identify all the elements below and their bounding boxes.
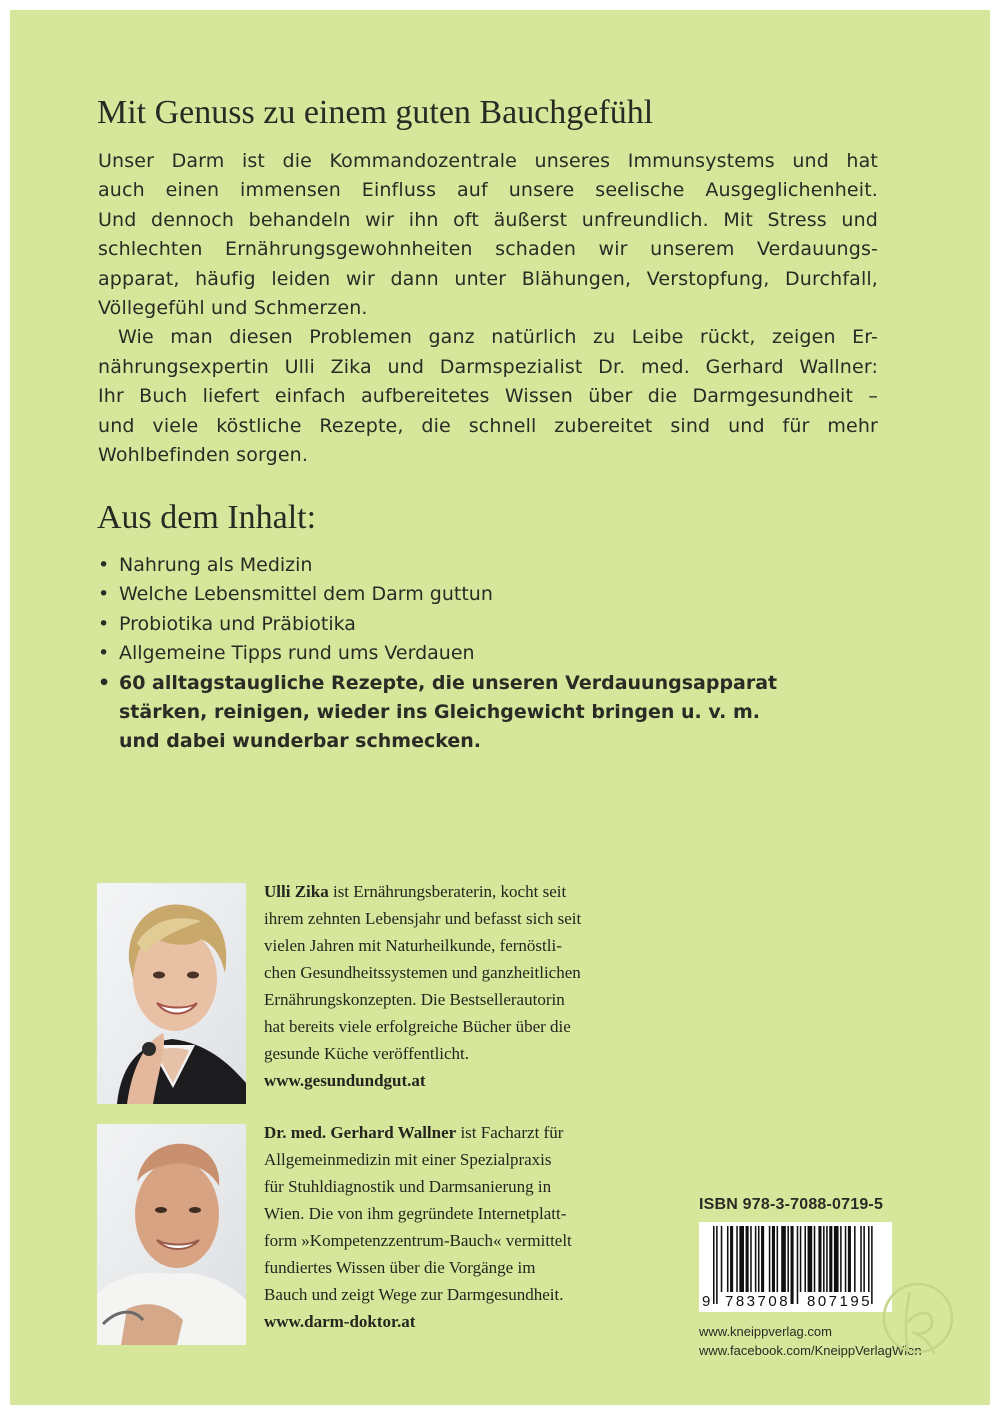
bullet: • <box>98 554 110 576</box>
intro-line: Wie man diesen Problemen ganz natürlich zu Leibe rückt, zeigen Er- <box>118 326 878 349</box>
barcode-bar <box>736 1226 738 1292</box>
author-bio-ulli-zika <box>264 878 684 1094</box>
barcode-bar <box>854 1226 856 1292</box>
barcode-bar <box>834 1226 839 1292</box>
intro-line: und viele köstliche Rezepte, die schnell zubereitet sind und für mehr <box>98 414 878 437</box>
bio-text: chen Gesundheitssystemen und ganzheitlichen <box>264 963 581 982</box>
portrait-man-icon <box>97 1124 246 1345</box>
barcode-bar <box>769 1226 771 1292</box>
barcode-bar <box>808 1226 813 1292</box>
book-back-cover <box>10 10 990 1405</box>
barcode-bar <box>800 1226 802 1292</box>
barcode-bar <box>868 1226 870 1292</box>
bio-text: Allgemeinmedizin mit einer Spezialpraxis <box>264 1150 552 1169</box>
barcode-bar <box>746 1226 749 1292</box>
barcode-digits <box>699 1290 892 1312</box>
barcode-bar <box>721 1226 723 1292</box>
barcode-bar <box>848 1226 851 1292</box>
barcode-bar <box>772 1226 775 1292</box>
intro-line: Völlegefühl und Schmerzen. <box>98 297 368 320</box>
list-item <box>98 610 777 639</box>
bio-text: hat bereits viele erfolgreiche Bücher über die <box>264 1017 571 1036</box>
publisher-website-link[interactable]: www.kneippverlag.com <box>699 1324 832 1339</box>
author-photo-gerhard-wallner <box>97 1124 246 1345</box>
barcode-bar <box>829 1226 832 1292</box>
bio-text: fundiertes Wissen über die Vorgänge im <box>264 1258 536 1277</box>
intro-line: auch einen immensen Einfluss auf unsere seelische Ausgeglichenheit. <box>98 179 878 202</box>
intro-line: Unser Darm ist die Kommandozentrale unseres Immunsystems und hat <box>98 150 878 172</box>
barcode-digits-left: 783708 <box>725 1293 791 1310</box>
barcode-bar <box>755 1226 757 1292</box>
bio-text: Wien. Die von ihm gegründete Internetplatt- <box>264 1204 567 1223</box>
bullet: • <box>98 612 110 635</box>
bio-text: Ernährungskonzepten. Die Bestsellerautorin <box>264 990 565 1009</box>
barcode-bar <box>739 1226 744 1292</box>
isbn-label: ISBN 978-3-7088-0719-5 <box>699 1196 884 1213</box>
barcode-bar <box>863 1226 865 1292</box>
contents-list <box>98 551 777 757</box>
bio-text: vielen Jahren mit Naturheilkunde, fernöstli- <box>264 936 562 955</box>
author-website-link[interactable]: www.darm-doktor.at <box>264 1312 416 1331</box>
list-item <box>98 551 777 580</box>
bio-text: ist Ernährungsberaterin, kocht seit <box>328 882 567 901</box>
barcode-bar <box>826 1226 828 1292</box>
barcode-digit-first: 9 <box>702 1293 711 1310</box>
list-item-text: stärken, reinigen, wieder ins Gleichgewicht bringen u. v. m. <box>119 701 761 724</box>
barcode-bar <box>818 1226 821 1292</box>
portrait-woman-icon <box>97 883 246 1104</box>
list-item-highlight <box>98 669 777 757</box>
intro-line: nährungsexpertin Ulli Zika und Darmspezialist Dr. med. Gerhard Wallner: <box>98 355 878 378</box>
intro-line: Und dennoch behandeln wir ihn oft äußerst unfreundlich. Mit Stress und <box>98 208 878 231</box>
barcode-bar <box>730 1226 733 1292</box>
contents-heading: Aus dem Inhalt: <box>97 499 317 536</box>
list-item-text: 60 alltagstaugliche Rezepte, die unseren Verdauungsapparat <box>119 671 778 694</box>
barcode-bar <box>727 1226 729 1292</box>
barcode-bar <box>761 1226 764 1292</box>
bio-text: ist Facharzt für <box>456 1123 564 1142</box>
bio-text: gesunde Küche veröffentlicht. <box>264 1044 470 1063</box>
kneipp-logo-icon <box>882 1270 962 1360</box>
list-item <box>98 639 777 668</box>
bio-text: form »Kompetenzzentrum-Bauch« vermittelt <box>264 1231 572 1250</box>
bio-text: für Stuhldiagnostik und Darmsanierung in <box>264 1177 552 1196</box>
barcode-bar <box>845 1226 847 1292</box>
bullet: • <box>98 583 110 606</box>
barcode-bar <box>840 1226 842 1292</box>
barcode-bar <box>860 1226 862 1292</box>
bullet: • <box>98 642 110 665</box>
author-bio-gerhard-wallner <box>264 1119 684 1335</box>
bio-text: ihrem zehnten Lebensjahr und befasst sich seit <box>264 909 582 928</box>
barcode-bar <box>823 1226 825 1292</box>
list-item-text: Welche Lebensmittel dem Darm guttun <box>119 583 493 606</box>
bio-text: Bauch und zeigt Wege zur Darmgesundheit. <box>264 1285 564 1304</box>
barcode-bar <box>777 1226 779 1292</box>
barcode-digits-right: 807195 <box>807 1293 873 1310</box>
list-item-text: Probiotika und Präbiotika <box>119 612 356 635</box>
intro-paragraph-2 <box>98 323 878 470</box>
barcode-bar <box>814 1226 816 1292</box>
intro-line: Ihr Buch liefert einfach aufbereitetes Wissen über die Darmgesundheit – <box>98 385 878 408</box>
barcode-bar <box>787 1226 789 1292</box>
barcode-bar <box>781 1226 786 1292</box>
intro-line: apparat, häufig leiden wir dann unter Blähungen, Verstopfung, Durchfall, <box>98 267 878 290</box>
barcode-bar <box>758 1226 760 1292</box>
publisher-facebook-link[interactable]: www.facebook.com/KneippVerlagWien <box>699 1343 922 1358</box>
barcode-bar <box>804 1226 806 1292</box>
author-name: Ulli Zika <box>264 882 329 901</box>
bullet: • <box>98 671 111 694</box>
barcode-bar <box>750 1226 752 1292</box>
barcode <box>699 1222 892 1312</box>
intro-text <box>98 147 878 470</box>
list-item-text: und dabei wunderbar schmecken. <box>119 730 481 753</box>
list-item <box>98 580 777 609</box>
intro-paragraph-1 <box>98 147 878 323</box>
headline: Mit Genuss zu einem guten Bauchgefühl <box>97 94 654 131</box>
author-website-link[interactable]: www.gesundundgut.at <box>264 1071 426 1090</box>
list-item-text: Nahrung als Medizin <box>119 554 313 576</box>
list-item-text: Allgemeine Tipps rund ums Verdauen <box>119 642 475 665</box>
author-name: Dr. med. Gerhard Wallner <box>264 1123 457 1142</box>
author-photo-ulli-zika <box>97 883 246 1104</box>
intro-line: Wohlbefinden sorgen. <box>98 444 309 467</box>
intro-line: schlechten Ernährungsgewohnheiten schaden wir unserem Verdauungs- <box>98 238 878 261</box>
